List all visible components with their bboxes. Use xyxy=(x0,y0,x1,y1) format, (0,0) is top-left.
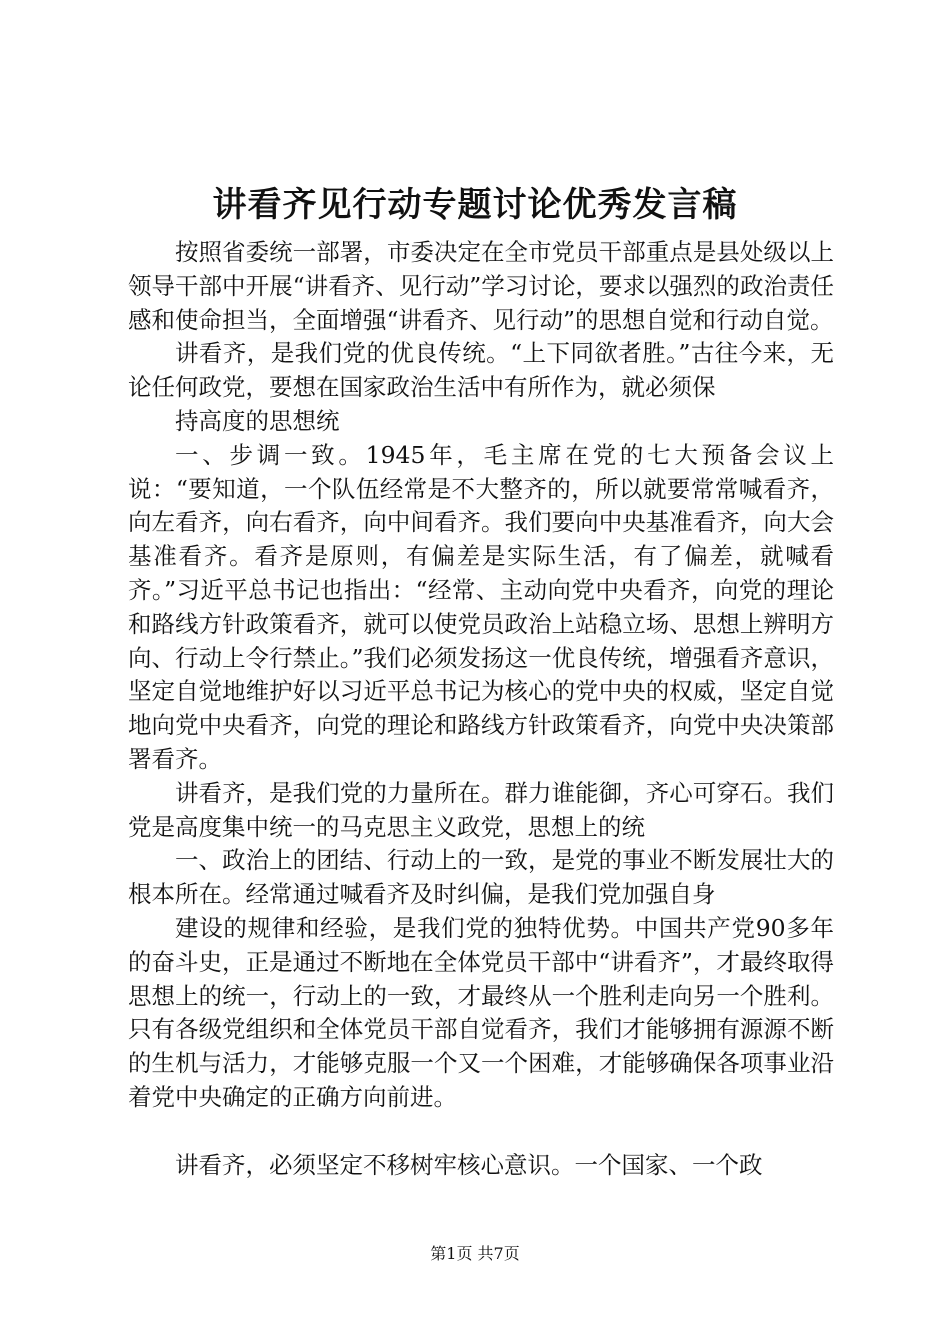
page-footer: 第1页 共7页 xyxy=(430,1244,520,1263)
paragraph: 讲看齐，是我们党的优良传统。“上下同欲者胜。”古往今来，无论任何政党，要想在国家政治生活中有所作为，就必须保 xyxy=(128,339,834,402)
document-body xyxy=(128,236,834,1183)
paragraph: 一、步调一致。1945年，毛主席在党的七大预备会议上说：“要知道，一个队伍经常是不大整齐的，所以就要常常喊看齐，向左看齐，向右看齐，向中间看齐。我们要向中央基准看齐，向大会基准看齐。看齐是原则，有偏差是实际生活，有了偏差，就喊看齐。”习近平总书记也指出：“经常、主动向党中央看齐，向党的理论和路线方针政策看齐，就可以使党员政治上站稳立场、思想上辨明方向、行动上令行禁止。”我们必须发扬这一优良传统，增强看齐意识，坚定自觉地维护好以习近平总书记为核心的党中央的权威，坚定自觉地向党中央看齐，向党的理论和路线方针政策看齐，向党中央决策部署看齐。 xyxy=(128,440,834,773)
paragraph: 建设的规律和经验，是我们党的独特优势。中国共产党90多年的奋斗史，正是通过不断地在全体党员干部中“讲看齐”，才最终取得思想上的统一，行动上的一致，才最终从一个胜利走向另一个胜利。只有各级党组织和全体党员干部自觉看齐，我们才能够拥有源源不断的生机与活力，才能够克服一个又一个困难，才能够确保各项事业沿着党中央确定的正确方向前进。 xyxy=(128,913,834,1111)
paragraph: 按照省委统一部署，市委决定在全市党员干部重点是县处级以上领导干部中开展“讲看齐、见行动”学习讨论，要求以强烈的政治责任感和使命担当，全面增强“讲看齐、见行动”的思想自觉和行动自觉。 xyxy=(128,238,834,334)
document-title: 讲看齐见行动专题讨论优秀发言稿 xyxy=(212,185,738,225)
paragraph: 讲看齐，是我们党的力量所在。群力谁能御，齐心可穿石。我们党是高度集中统一的马克思主义政党，思想上的统 xyxy=(128,778,834,841)
paragraph: 一、政治上的团结、行动上的一致，是党的事业不断发展壮大的根本所在。经常通过喊看齐及时纠偏，是我们党加强自身 xyxy=(128,846,834,909)
paragraph: 持高度的思想统 xyxy=(175,406,340,435)
paragraph: 讲看齐，必须坚定不移树牢核心意识。一个国家、一个政 xyxy=(175,1150,763,1179)
